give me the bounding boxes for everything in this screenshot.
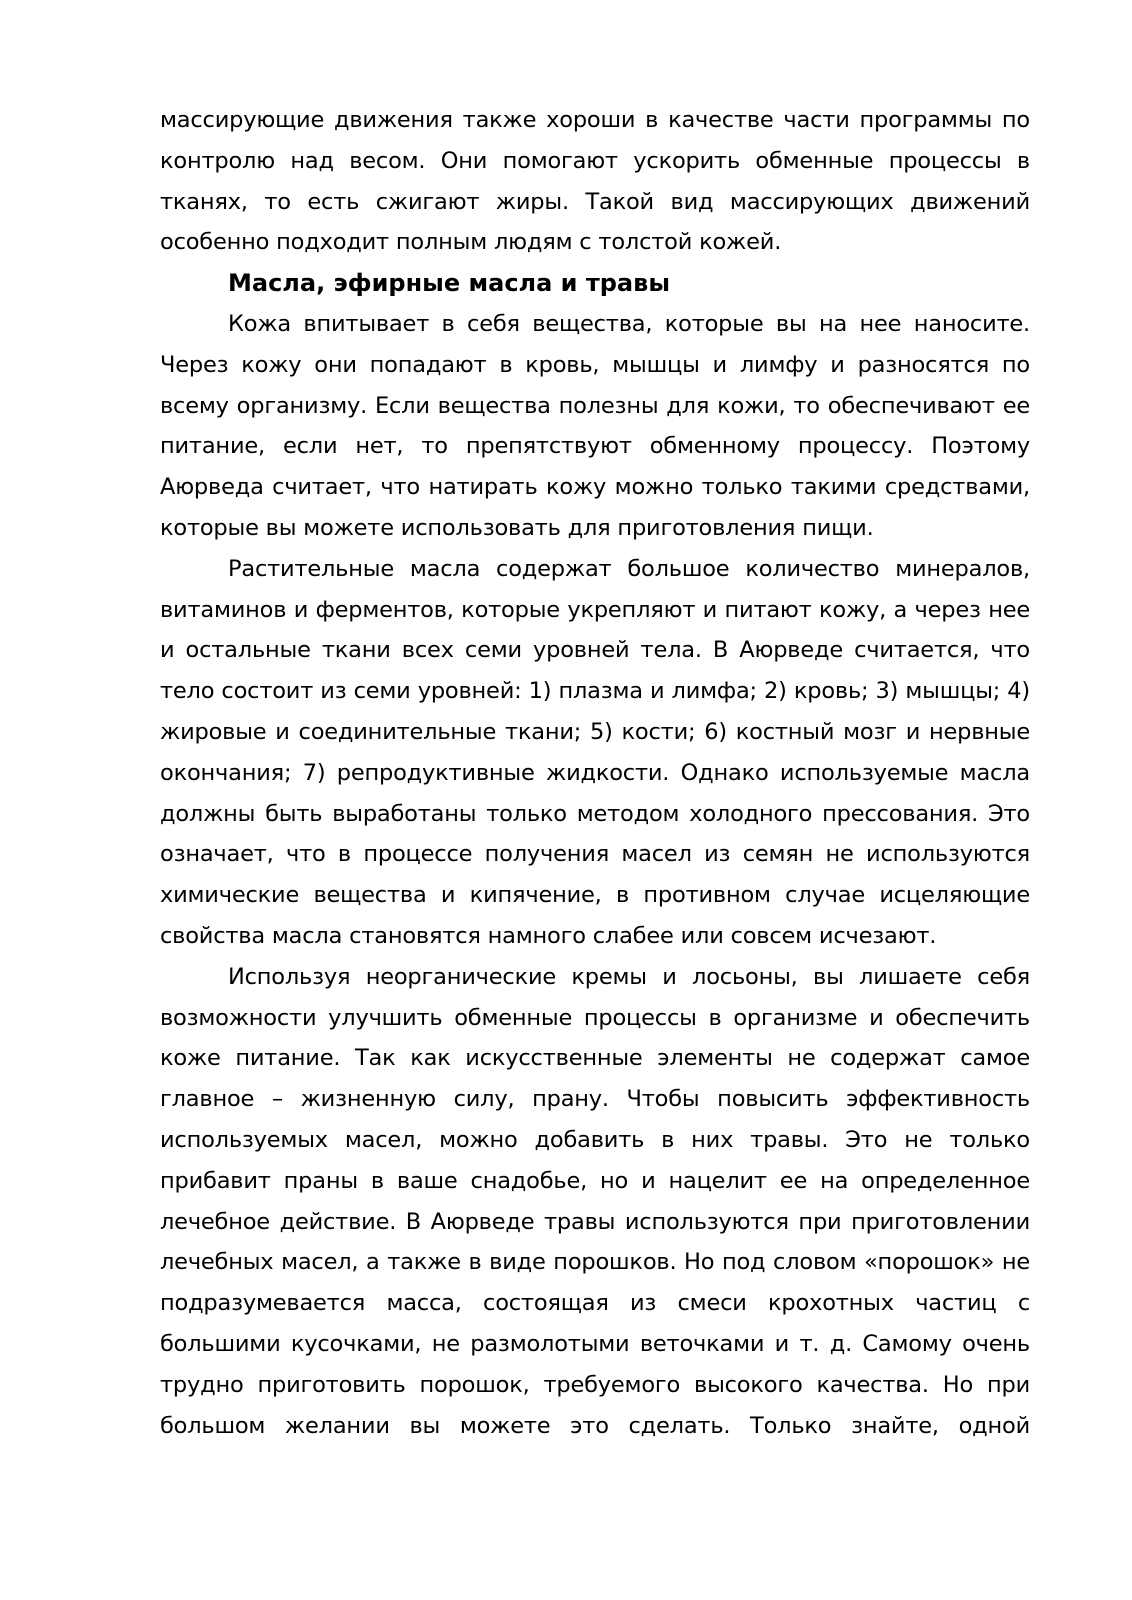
paragraph-intro-continuation: массирующие движения также хороши в качестве части программы по контролю над весом. Они помогают ускорить обменные процессы в тканях, то есть сжигают жиры. Такой вид массирующих движений особенно подходит полным людям с толстой кожей. xyxy=(160,107,1030,256)
section-heading: Масла, эфирные масла и травы xyxy=(228,269,671,298)
document-page xyxy=(160,100,1030,1446)
paragraph-skin-absorbs: Кожа впитывает в себя вещества, которые вы на нее наносите. Через кожу они попадают в кровь, мышцы и лимфу и разносятся по всему организму. Если вещества полезны для кожи, то обеспечивают ее питание, если нет, то препятствуют обменному процессу. Поэтому Аюрведа считает, что натирать кожу можно только такими средствами, которые вы можете использовать для приготовления пищи. xyxy=(160,310,1030,541)
paragraph-vegetable-oils: Растительные масла содержат большое количество минералов, витаминов и ферментов, которые укрепляют и питают кожу, а через нее и остальные ткани всех семи уровней тела. В Аюрведе считается, что тело состоит из семи уровней: 1) плазма и лимфа; 2) кровь; 3) мышцы; 4) жировые и соединительные ткани; 5) кости; 6) костный мозг и нервные окончания; 7) репродуктивные жидкости. Однако используемые масла должны быть выработаны только методом холодного прессования. Это означает, что в процессе получения масел из семян не используются химические вещества и кипячение, в противном случае исцеляющие свойства масла становятся намного слабее или совсем исчезают. xyxy=(160,555,1030,949)
paragraph-inorganic-creams: Используя неорганические кремы и лосьоны, вы лишаете себя возможности улучшить обменные процессы в организме и обеспечить коже питание. Так как искусственные элементы не содержат самое главное – жизненную силу, прану. Чтобы повысить эффективность используемых масел, можно добавить в них травы. Это не только прибавит праны в ваше снадобье, но и нацелит ее на определенное лечебное действие. В Аюрведе травы используются при приготовлении лечебных масел, а также в виде порошков. Но под словом «порошок» не подразумевается масса, состоящая из смеси крохотных частиц с большими кусочками, не размолотыми веточками и т. д. Самому очень трудно приготовить порошок, требуемого высокого качества. Но при большом желании вы можете это сделать. Только знайте, одной xyxy=(160,963,1030,1439)
